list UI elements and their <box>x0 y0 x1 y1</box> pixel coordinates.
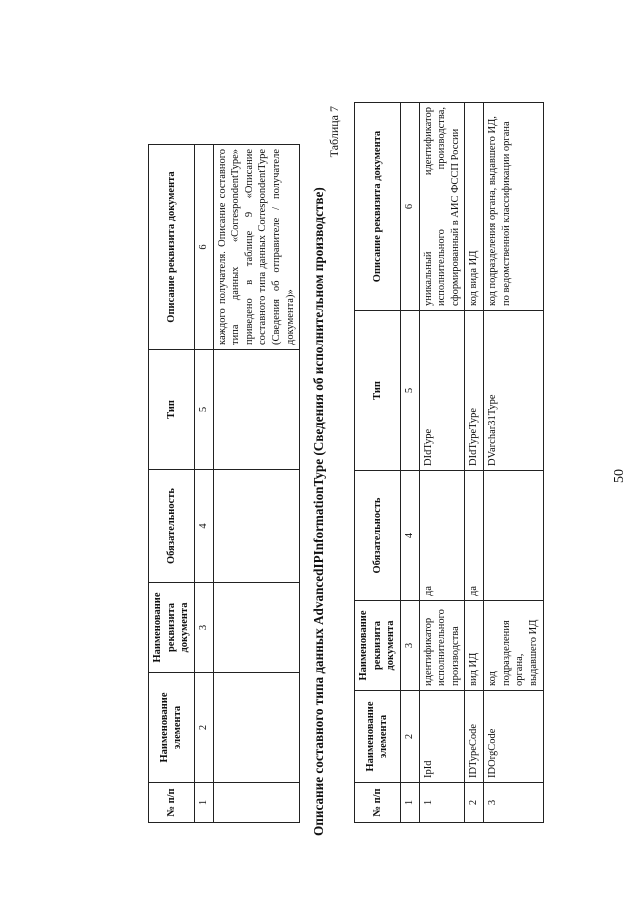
row-type: DIdTypeType <box>465 311 484 471</box>
table-header-row <box>355 103 401 823</box>
row-description: уникальный идентификатор исполнительного производства, сформированный в АИС ФССП России <box>419 103 465 311</box>
index-cell: 6 <box>194 145 213 350</box>
index-cell: 4 <box>400 471 419 601</box>
index-cell: 1 <box>194 783 213 823</box>
index-cell: 2 <box>400 691 419 783</box>
header-description: Описание реквизита документа <box>149 145 195 350</box>
row-required: да <box>465 471 484 601</box>
header-name: Наименование реквизита документа <box>355 601 401 691</box>
index-cell: 2 <box>194 673 213 783</box>
row-description: код вида ИД <box>465 103 484 311</box>
header-element: Наименование элемента <box>355 691 401 783</box>
header-name: Наименование реквизита документа <box>149 583 195 673</box>
row-required <box>484 471 544 601</box>
table-cell <box>213 783 300 823</box>
row-name: идентификатор исполнительного производства <box>419 601 465 691</box>
row-description: код подразделения органа, выдавшего ИД, по ведомственной классификации органа <box>484 103 544 311</box>
header-num: № п/п <box>149 783 195 823</box>
index-cell: 3 <box>400 601 419 691</box>
index-cell: 5 <box>400 311 419 471</box>
continuation-table <box>148 144 300 823</box>
section-heading: Описание составного типа данных AdvancedIPInformationType (Сведения об исполнительном производстве) <box>311 187 326 836</box>
row-required: да <box>419 471 465 601</box>
table-cell <box>213 583 300 673</box>
row-name: код подразделения органа, выдавшего ИД <box>484 601 544 691</box>
index-row <box>400 103 419 823</box>
header-required: Обязательность <box>355 471 401 601</box>
table-header-row <box>149 145 195 823</box>
header-element: Наименование элемента <box>149 673 195 783</box>
row-type: DVarchar31Type <box>484 311 544 471</box>
table-cell <box>213 673 300 783</box>
index-cell: 4 <box>194 470 213 583</box>
advanced-ip-information-table <box>354 102 544 823</box>
header-type: Тип <box>355 311 401 471</box>
table-row <box>465 103 484 823</box>
continuation-description: каждого получателя. Описание составного типа данных «CorrespondentType» приведено в таблице 9 «Описание составного типа данных CorrespondentType (Сведения об отправителе / получателе документа)» <box>213 145 300 350</box>
index-row <box>194 145 213 823</box>
header-type: Тип <box>149 350 195 470</box>
row-num: 1 <box>419 783 465 823</box>
row-name: вид ИД <box>465 601 484 691</box>
table-row <box>484 103 544 823</box>
row-num: 2 <box>465 783 484 823</box>
table-row <box>213 145 300 823</box>
row-type: DIdType <box>419 311 465 471</box>
row-num: 3 <box>484 783 544 823</box>
table-label: Таблица 7 <box>327 106 341 158</box>
header-description: Описание реквизита документа <box>355 103 401 311</box>
table-row <box>419 103 465 823</box>
index-cell: 3 <box>194 583 213 673</box>
row-element: IpId <box>419 691 465 783</box>
index-cell: 1 <box>400 783 419 823</box>
header-num: № п/п <box>355 783 401 823</box>
rotated-content <box>40 86 640 846</box>
header-required: Обязательность <box>149 470 195 583</box>
index-cell: 6 <box>400 103 419 311</box>
page-number: 50 <box>612 469 627 483</box>
row-element: IDTypeCode <box>465 691 484 783</box>
row-element: IDOrgCode <box>484 691 544 783</box>
index-cell: 5 <box>194 350 213 470</box>
table-cell <box>213 350 300 470</box>
table-cell <box>213 470 300 583</box>
